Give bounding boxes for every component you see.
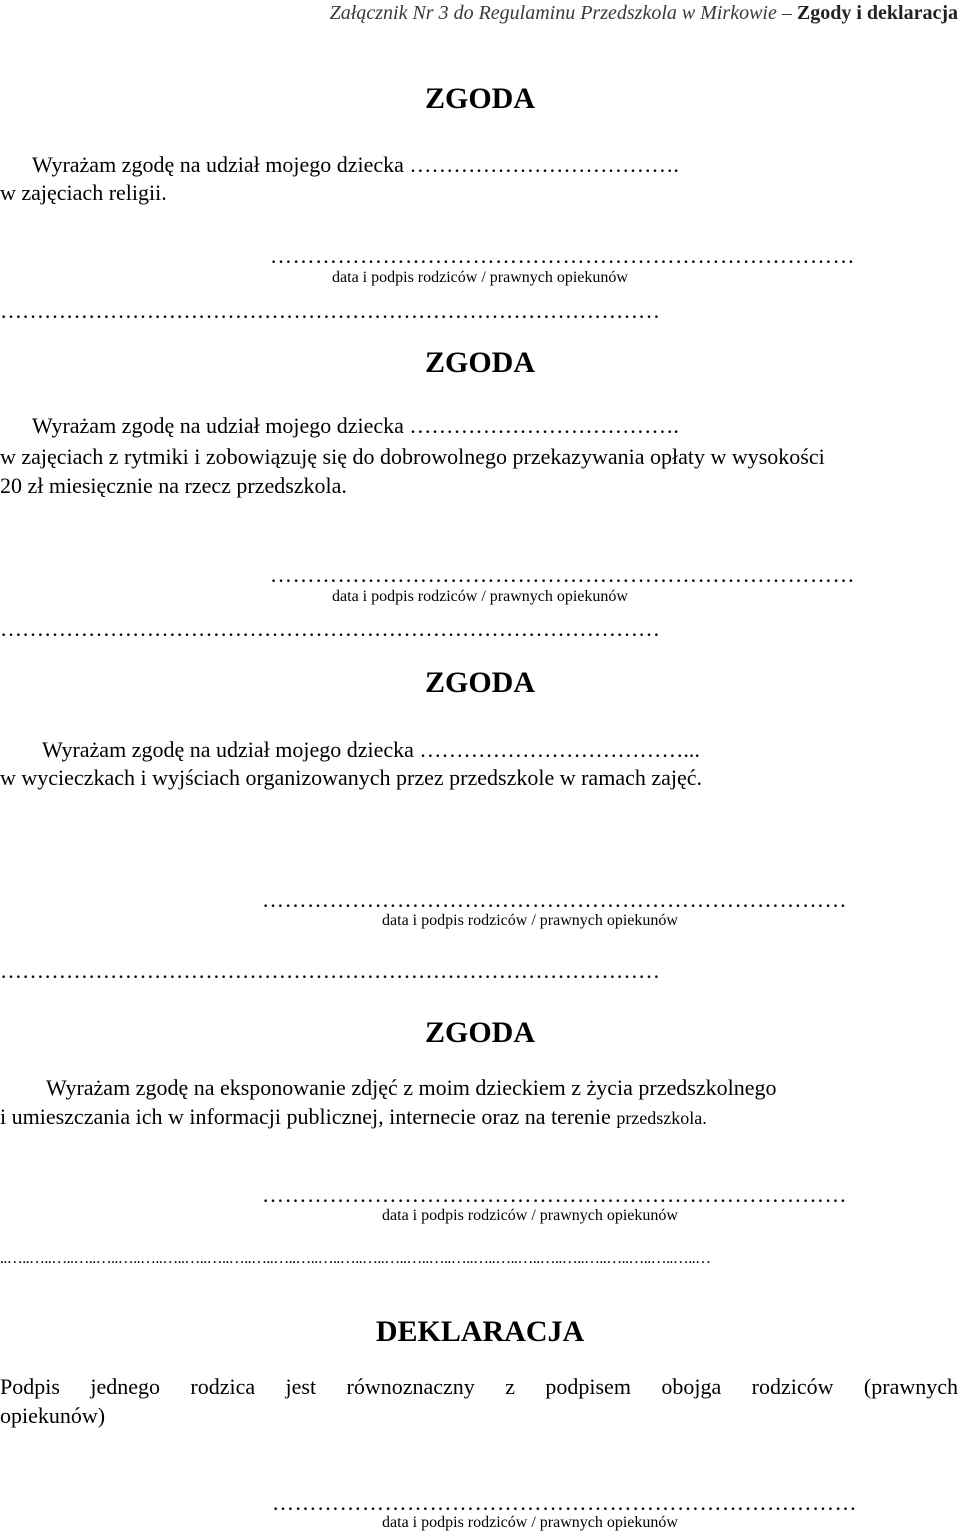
header-section-name: Zgody i deklaracja xyxy=(796,2,958,24)
section-separator: ……………………………………………………………………………… xyxy=(0,616,660,641)
signature-label-declaration: data i podpis rodziców / prawnych opiekunów xyxy=(382,1514,678,1531)
consent-rhythmics-line3: 20 zł miesięcznie na rzecz przedszkola. xyxy=(0,473,347,498)
section-separator: ……………………………………………………………………………… xyxy=(0,958,660,983)
consent-trips-line2: w wycieczkach i wyjściach organizowanych przez przedszkole w ramach zajęć. xyxy=(0,765,703,790)
declaration-line1: Podpis jednego rodzica jest równoznaczny z podpisem obojga rodziców (prawnych xyxy=(0,1374,958,1399)
consent-religion-line1: Wyrażam zgodę na udział mojego dziecka ………………………………. xyxy=(32,152,679,177)
consent-photos-line2 xyxy=(0,1104,707,1130)
section-title-declaration: DEKLARACJA xyxy=(375,1315,585,1348)
consent-rhythmics-line1: Wyrażam zgodę na udział mojego dziecka ………………………………. xyxy=(32,413,679,438)
signature-line-trips: …………………………………………………………………… xyxy=(262,887,847,912)
signature-line-photos: …………………………………………………………………… xyxy=(262,1182,847,1207)
section-title-zgoda-rhythmics: ZGODA xyxy=(424,346,535,379)
consent-rhythmics-line2: w zajęciach z rytmiki i zobowiązuję się do dobrowolnego przekazywania opłaty w wysokości xyxy=(0,444,825,469)
section-separator: ……………………………………………………………………………… xyxy=(0,298,660,323)
signature-line-declaration: …………………………………………………………………… xyxy=(272,1490,857,1515)
consent-religion-line2: w zajęciach religii. xyxy=(0,180,167,205)
signature-line-religion: …………………………………………………………………… xyxy=(270,243,855,268)
consent-trips-line1: Wyrażam zgodę na udział mojego dziecka ………………………………... xyxy=(42,737,700,762)
consent-photos-line1: Wyrażam zgodę na eksponowanie zdjęć z moim dzieckiem z życia przedszkolnego xyxy=(46,1075,777,1100)
consent-photos-line2-end: przedszkola. xyxy=(616,1108,707,1128)
section-title-zgoda-religion: ZGODA xyxy=(424,82,535,115)
section-separator-small: ..…..…..…..…..…..…..…..…..…..…..…..…..…..…..…..…..…..…..…..…..…..…..…..…..…..…..…..…..…..…..…..… xyxy=(0,1250,711,1267)
signature-line-rhythmics: …………………………………………………………………… xyxy=(270,562,855,587)
consent-photos-line2-text: i umieszczania ich w informacji publicznej, internecie oraz na terenie xyxy=(0,1104,617,1129)
signature-label-rhythmics: data i podpis rodziców / prawnych opiekunów xyxy=(332,588,628,605)
header-text: Załącznik Nr 3 do Regulaminu Przedszkola w Mirkowie – xyxy=(329,2,797,24)
signature-label-trips: data i podpis rodziców / prawnych opiekunów xyxy=(382,912,678,929)
section-title-zgoda-trips: ZGODA xyxy=(424,666,535,699)
section-title-zgoda-photos: ZGODA xyxy=(424,1016,535,1049)
declaration-line2: opiekunów) xyxy=(0,1403,106,1428)
document-header xyxy=(330,2,958,25)
signature-label-religion: data i podpis rodziców / prawnych opiekunów xyxy=(332,269,628,286)
signature-label-photos: data i podpis rodziców / prawnych opiekunów xyxy=(382,1207,678,1224)
